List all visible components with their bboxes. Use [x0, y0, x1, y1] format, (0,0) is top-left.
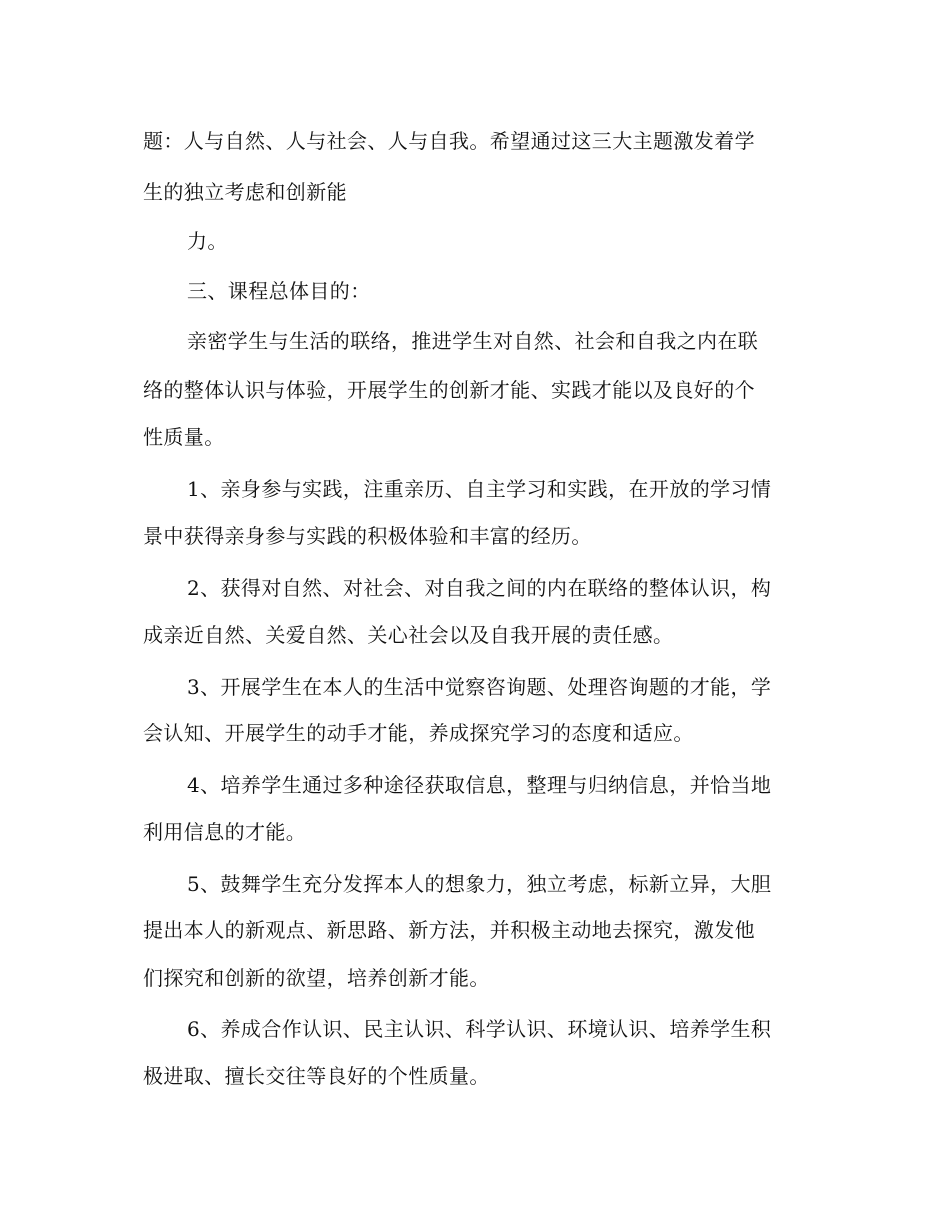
list-item-line: 利用信息的才能。 [143, 820, 307, 844]
list-item-line: 2、获得对自然、对社会、对自我之间的内在联络的整体认识，构 [187, 576, 772, 600]
list-item-line: 3、开展学生在本人的生活中觉察咨询题、处理咨询题的才能，学 [187, 675, 772, 699]
list-item-line: 会认知、开展学生的动手才能，养成探究学习的态度和适应。 [143, 721, 694, 745]
paragraph-line: 亲密学生与生活的联络，推进学生对自然、社会和自我之内在联 [187, 329, 759, 353]
list-item-line: 6、养成合作认识、民主认识、科学认识、环境认识、培养学生积 [187, 1017, 772, 1041]
list-item-line: 5、鼓舞学生充分发挥本人的想象力，独立考虑，标新立异，大胆 [187, 872, 772, 896]
list-item-line: 景中获得亲身参与实践的积极体验和丰富的经历。 [143, 524, 592, 548]
list-item-line: 成亲近自然、关爱自然、关心社会以及自我开展的责任感。 [143, 623, 674, 647]
list-item-line: 们探究和创新的欲望，培养创新才能。 [143, 966, 490, 990]
list-item-line: 4、培养学生通过多种途径获取信息，整理与归纳信息，并恰当地 [187, 773, 772, 797]
list-item-line: 1、亲身参与实践，注重亲历、自主学习和实践，在开放的学习情 [187, 477, 772, 501]
paragraph-line: 题：人与自然、人与社会、人与自我。希望通过这三大主题激发着学 [143, 129, 755, 153]
paragraph-line: 性质量。 [143, 425, 225, 449]
list-item-line: 提出本人的新观点、新思路、新方法，并积极主动地去探究，激发他 [143, 918, 755, 942]
paragraph-line: 力。 [187, 229, 228, 253]
paragraph-line: 络的整体认识与体验，开展学生的创新才能、实践才能以及良好的个 [143, 378, 755, 402]
section-heading: 三、课程总体目的： [187, 279, 371, 303]
list-item-line: 极进取、擅长交往等良好的个性质量。 [143, 1064, 490, 1088]
paragraph-line: 生的独立考虑和创新能 [143, 180, 347, 204]
